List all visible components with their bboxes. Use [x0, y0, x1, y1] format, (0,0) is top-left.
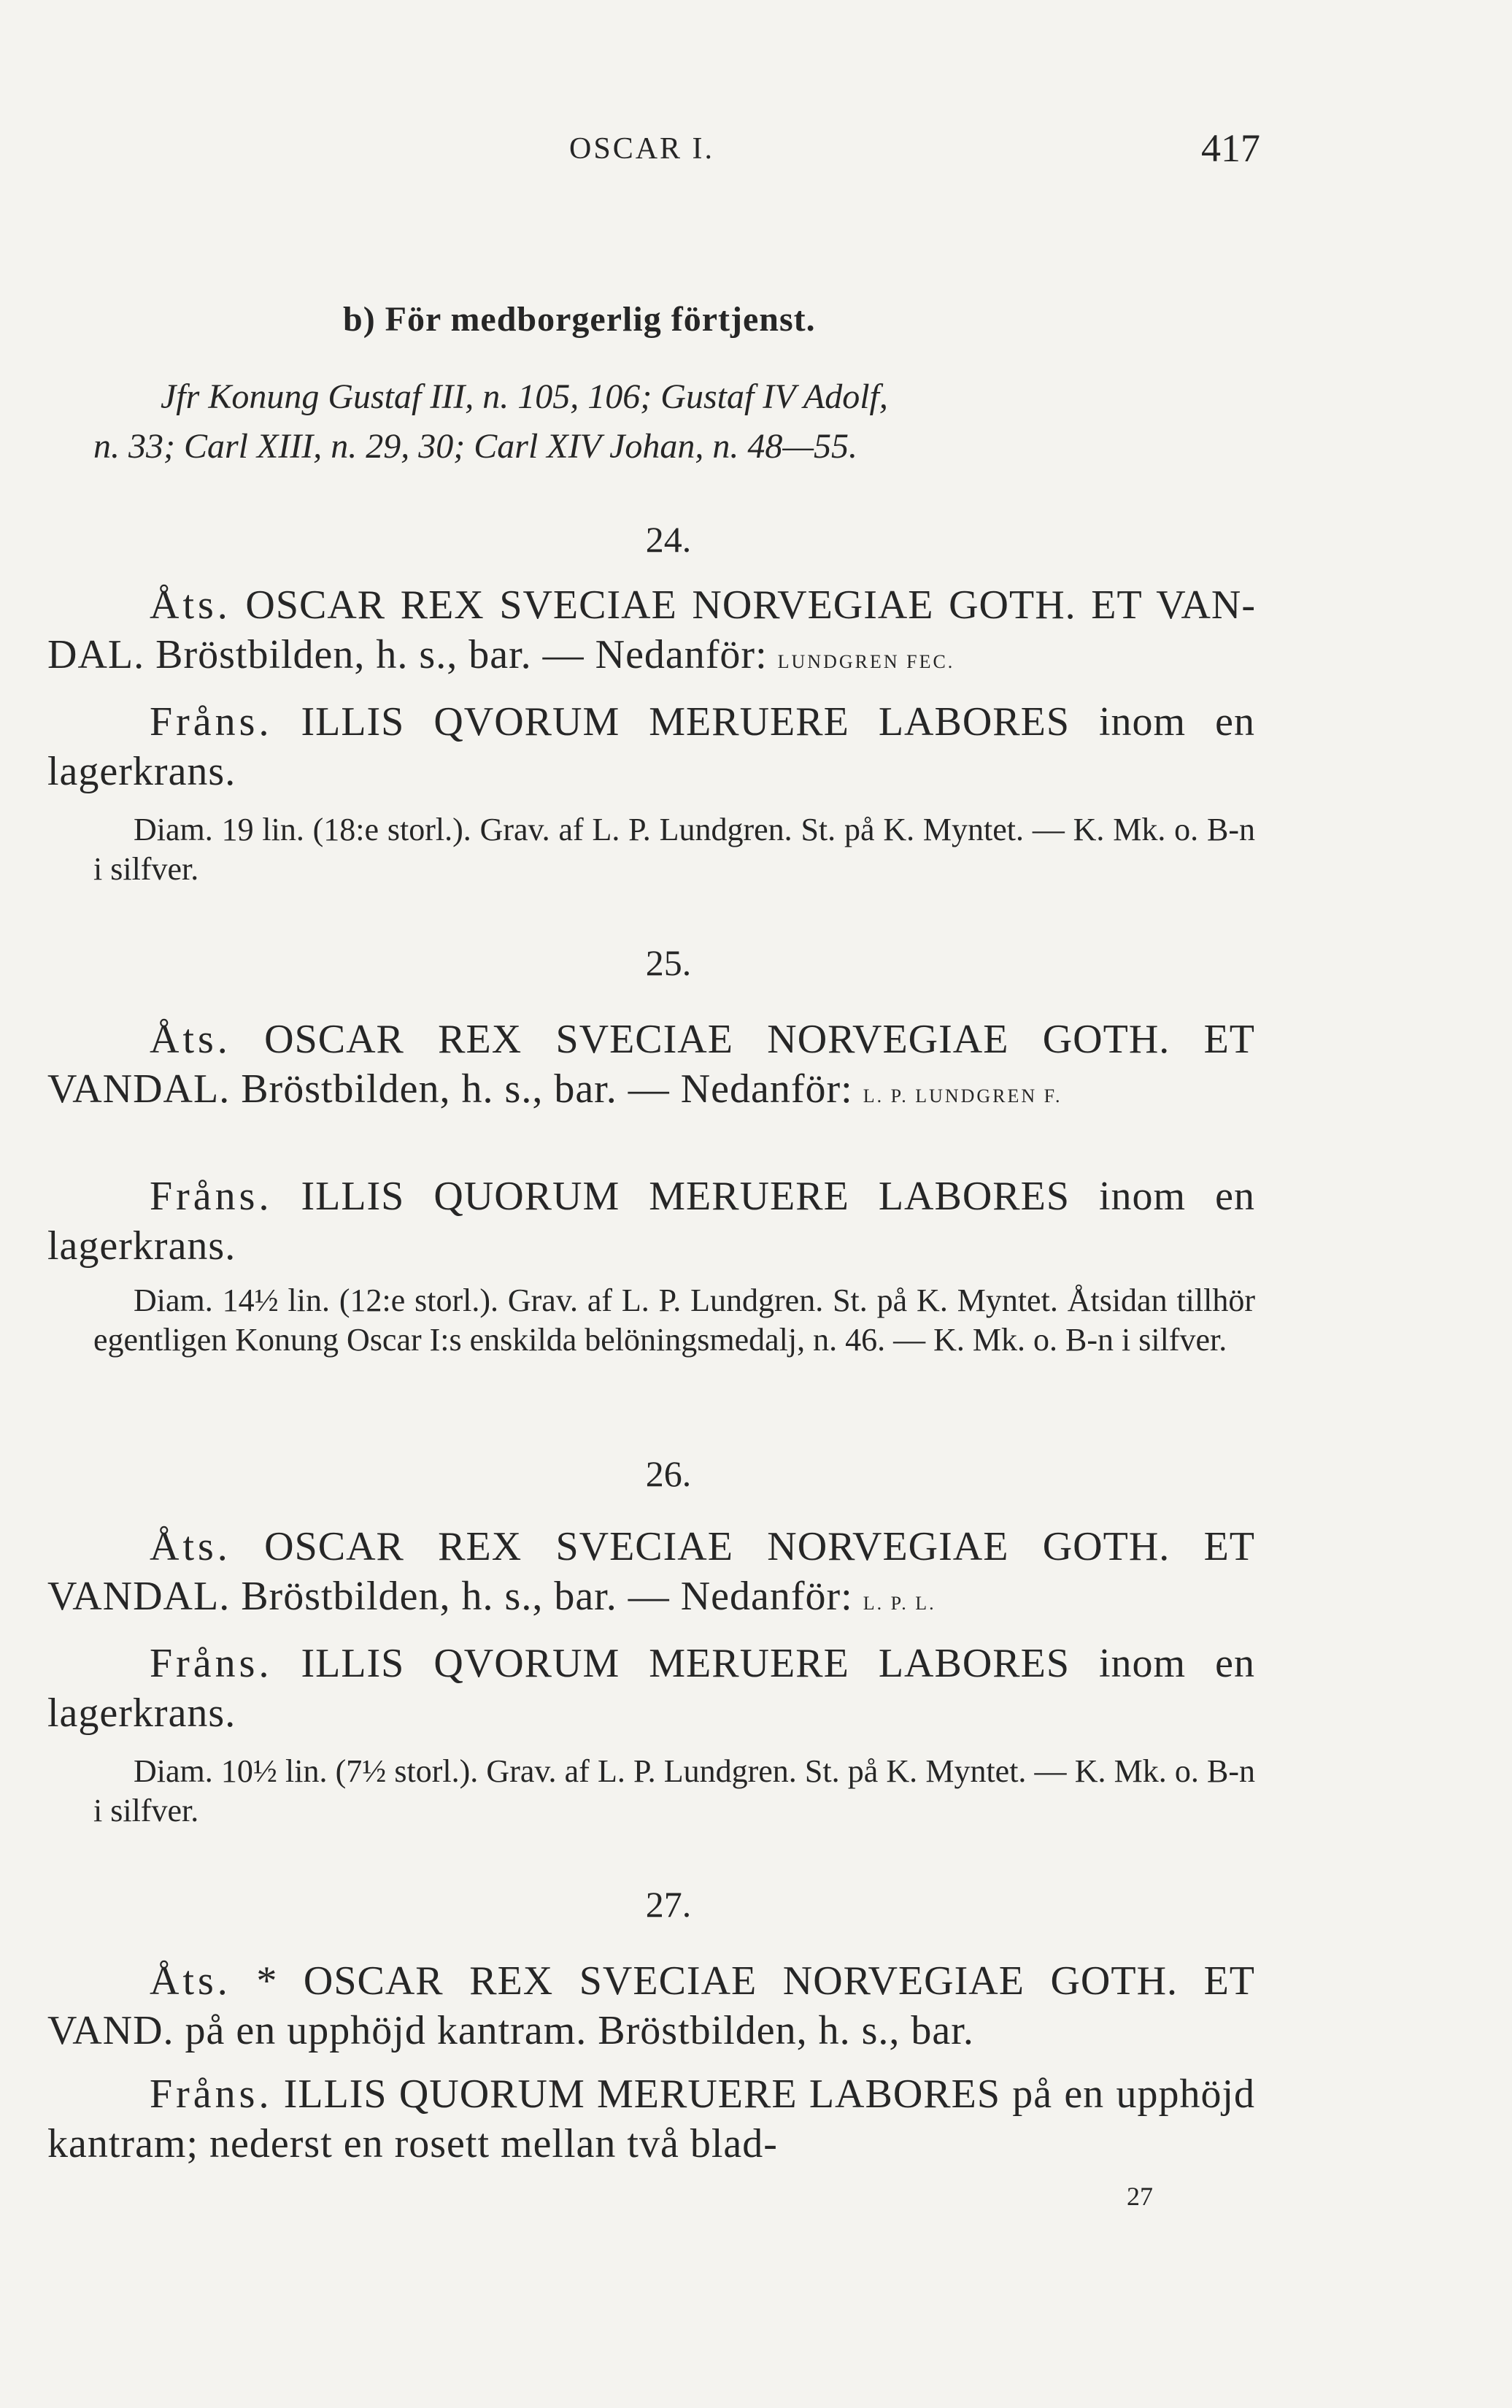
cross-reference-line-1: Jfr Konung Gustaf III, n. 105, 106; Gustaf IV Adolf, — [161, 377, 888, 416]
page-number: 417 — [1201, 126, 1260, 170]
obverse-label: Åts. — [150, 582, 231, 628]
medal-details — [93, 810, 1255, 889]
medal-details-text: Diam. 10½ lin. (7½ storl.). Grav. af L. P. Lundgren. St. på K. Myntet. — K. Mk. o. B-n i silfver. — [93, 1753, 1255, 1828]
reverse-label: Fråns. — [150, 2072, 273, 2117]
medal-details-text: Diam. 19 lin. (18:e storl.). Grav. af L. P. Lundgren. St. på K. Myntet. — K. Mk. o. B-n i silfver. — [93, 812, 1255, 887]
entry-number: 26. — [645, 1453, 692, 1494]
running-head — [0, 126, 1512, 175]
engraver-signature: LUNDGREN FEC. — [777, 651, 955, 672]
cross-reference-line-2: n. 33; Carl XIII, n. 29, 30; Carl XIV Johan, n. 48—55. — [93, 427, 858, 466]
medal-details — [93, 1281, 1255, 1360]
reverse-description — [47, 1639, 1255, 1738]
obverse-label: Åts. — [150, 1524, 231, 1569]
entry-number: 25. — [645, 942, 692, 983]
obverse-label: Åts. — [150, 1017, 231, 1062]
reverse-text: ILLIS QUORUM MERUERE LABORES på en upphöjd kantram; nederst en rosett mellan två blad- — [47, 2072, 1255, 2166]
reverse-description — [47, 697, 1255, 796]
entry-number: 27. — [645, 1884, 692, 1925]
obverse-label: Åts. — [150, 1958, 231, 2004]
reverse-label: Fråns. — [150, 699, 273, 745]
obverse-description — [47, 1015, 1255, 1121]
reverse-text: ILLIS QVORUM MERUERE LABORES inom en lagerkrans. — [47, 1641, 1255, 1736]
entry-number: 24. — [645, 519, 692, 560]
printer-signature-mark: 27 — [1127, 2182, 1153, 2211]
cross-reference — [93, 372, 1254, 472]
reverse-description — [47, 1172, 1255, 1271]
running-head-title: OSCAR I. — [569, 132, 715, 166]
obverse-description — [47, 1522, 1255, 1628]
obverse-description — [47, 1956, 1255, 2055]
section-heading: b) För medborgerlig förtjenst. — [343, 300, 816, 339]
reverse-description — [47, 2069, 1255, 2169]
engraver-signature: L. P. L. — [863, 1593, 936, 1614]
reverse-label: Fråns. — [150, 1174, 273, 1219]
reverse-text: ILLIS QVORUM MERUERE LABORES inom en lagerkrans. — [47, 699, 1255, 794]
medal-details-text: Diam. 14½ lin. (12:e storl.). Grav. af L. P. Lundgren. St. på K. Myntet. Åtsidan tillhör egentligen Konung Oscar I:s enskilda belöningsmedalj, n. 46. — K. Mk. o. B-n i silfver. — [93, 1282, 1255, 1358]
medal-details — [93, 1752, 1255, 1831]
reverse-text: ILLIS QUORUM MERUERE LABORES inom en lagerkrans. — [47, 1174, 1255, 1269]
engraver-signature: L. P. LUNDGREN F. — [863, 1085, 1062, 1107]
obverse-text: OSCAR REX SVECIAE NORVEGIAE GOTH. ET VANDAL. Bröstbilden, h. s., bar. — Nedanför: — [47, 582, 1256, 677]
obverse-text: OSCAR REX SVECIAE NORVEGIAE GOTH. ET VANDAL. Bröstbilden, h. s., bar. — Nedanför: — [47, 1524, 1255, 1619]
obverse-text: OSCAR REX SVECIAE NORVEGIAE GOTH. ET VANDAL. Bröstbilden, h. s., bar. — Nedanför: — [47, 1017, 1255, 1112]
obverse-description — [47, 580, 1255, 687]
obverse-text: * OSCAR REX SVECIAE NORVEGIAE GOTH. ET VAND. på en upphöjd kantram. Bröstbilden, h. s., bar. — [47, 1958, 1255, 2053]
reverse-label: Fråns. — [150, 1641, 273, 1686]
